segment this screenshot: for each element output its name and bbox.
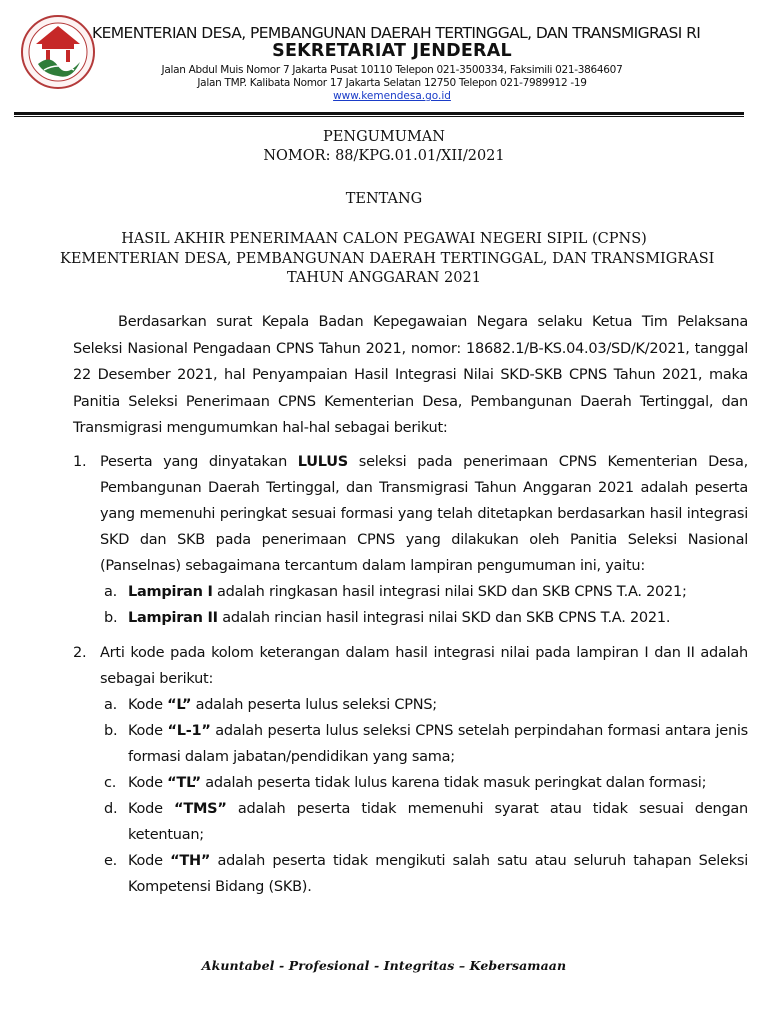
ministry-name: KEMENTERIAN DESA, PEMBANGUNAN DAERAH TERTINGGAL, DAN TRANSMIGRASI RI bbox=[92, 24, 701, 42]
lulus-emphasis: LULUS bbox=[297, 454, 348, 470]
code-prefix: Kode bbox=[128, 801, 175, 817]
address-line-2: Jalan TMP. Kalibata Nomor 17 Jakarta Selatan 12750 Telepon 021-7989912 -19 bbox=[197, 77, 587, 89]
list-number: 2. bbox=[73, 645, 87, 661]
sub-text: adalah peserta tidak mengikuti salah satu atau seluruh tahapan Seleksi Kompetensi Bidang (SKB). bbox=[128, 853, 748, 895]
code-prefix: Kode bbox=[128, 775, 168, 791]
sub-text: adalah rincian hasil integrasi nilai SKD dan SKB CPNS T.A. 2021. bbox=[217, 610, 671, 626]
text-before: Peserta yang dinyatakan bbox=[100, 454, 298, 470]
sub-item bbox=[100, 770, 748, 796]
sub-item bbox=[100, 579, 748, 605]
title-line-2: KEMENTERIAN DESA, PEMBANGUNAN DAERAH TERTINGGAL, DAN TRANSMIGRASI bbox=[60, 250, 715, 267]
sub-text: adalah ringkasan hasil integrasi nilai SKD dan SKB CPNS T.A. 2021; bbox=[212, 584, 687, 600]
sub-text: adalah peserta tidak memenuhi syarat atau tidak sesuai dengan ketentuan; bbox=[128, 801, 748, 843]
sub-item bbox=[100, 718, 748, 770]
code-prefix: Kode bbox=[128, 853, 171, 869]
sub-item bbox=[100, 796, 748, 848]
sub-letter: c. bbox=[104, 775, 117, 791]
sub-text: adalah peserta lulus seleksi CPNS; bbox=[191, 697, 437, 713]
sub-item bbox=[100, 848, 748, 900]
sub-letter: d. bbox=[104, 801, 118, 817]
code-prefix: Kode bbox=[128, 697, 168, 713]
ministry-emblem-icon bbox=[20, 14, 96, 90]
list-item-text bbox=[100, 449, 748, 579]
list-item-2 bbox=[73, 640, 748, 900]
code-prefix: Kode bbox=[128, 723, 168, 739]
about-label: TENTANG bbox=[345, 191, 423, 207]
sub-letter: e. bbox=[104, 853, 118, 869]
title-line-3: TAHUN ANGGARAN 2021 bbox=[287, 270, 481, 286]
website-link[interactable]: www.kemendesa.go.id bbox=[333, 90, 451, 102]
attachment-name: Lampiran I bbox=[128, 584, 213, 600]
code-label: “TMS” bbox=[174, 801, 227, 817]
intro-paragraph: Berdasarkan surat Kepala Badan Kepegawaian Negara selaku Ketua Tim Pelaksana Seleksi Nasional Pengadaan CPNS Tahun 2021, nomor: 18682.1/B-KS.04.03/SD/K/2021, tanggal 22 Desember 2021, hal Penyampaian Hasil Integrasi Nilai SKD-SKB CPNS Tahun 2021, maka Panitia Seleksi Penerimaan CPNS Kementerian Desa, Pembangunan Daerah Tertinggal, dan Transmigrasi mengumumkan hal-hal sebagai berikut: bbox=[73, 314, 748, 437]
code-label: “TL” bbox=[167, 775, 201, 791]
list-item-1 bbox=[73, 449, 748, 631]
letterhead-rule-thin bbox=[14, 116, 744, 117]
list-number: 1. bbox=[73, 454, 87, 470]
code-label: “L-1” bbox=[167, 723, 211, 739]
announcement-number: NOMOR: 88/KPG.01.01/XII/2021 bbox=[263, 148, 505, 164]
sub-text: adalah peserta lulus seleksi CPNS setelah perpindahan formasi antara jenis formasi dalam jabatan/pendidikan yang sama; bbox=[128, 723, 748, 765]
announcement-title bbox=[60, 230, 715, 289]
footer-motto: Akuntabel - Profesional - Integritas – Kebersamaan bbox=[201, 958, 567, 973]
code-label: “L” bbox=[167, 697, 192, 713]
sub-letter: b. bbox=[104, 723, 118, 739]
secretariat-name: SEKRETARIAT JENDERAL bbox=[272, 41, 512, 61]
letterhead-rule-thick bbox=[14, 112, 744, 115]
title-line-1: HASIL AKHIR PENERIMAAN CALON PEGAWAI NEGERI SIPIL (CPNS) bbox=[121, 231, 647, 247]
sub-item bbox=[100, 605, 748, 631]
sub-item bbox=[100, 692, 748, 718]
sub-letter: b. bbox=[104, 610, 118, 626]
sub-text: adalah peserta tidak lulus karena tidak masuk peringkat dalan formasi; bbox=[200, 775, 707, 791]
address-line-1: Jalan Abdul Muis Nomor 7 Jakarta Pusat 10110 Telepon 021-3500334, Faksimili 021-3864607 bbox=[161, 64, 623, 76]
text-after: seleksi pada penerimaan CPNS Kementerian Desa, Pembangunan Daerah Tertinggal, dan Transmigrasi Tahun Anggaran 2021 adalah peserta yang memenuhi peringkat sesuai formasi yang telah ditetapkan berdasarkan hasil integrasi SKD dan SKB pada penerimaan CPNS yang dilakukan oleh Panitia Seleksi Nasional (Panselnas) sebagaimana tercantum dalam lampiran pengumuman ini, yaitu: bbox=[100, 454, 748, 574]
attachment-name: Lampiran II bbox=[128, 610, 218, 626]
list-item-text: Arti kode pada kolom keterangan dalam hasil integrasi nilai pada lampiran I dan II adalah sebagai berikut: bbox=[100, 645, 748, 687]
sub-letter: a. bbox=[104, 697, 117, 713]
code-label: “TH” bbox=[170, 853, 211, 869]
announcement-label: PENGUMUMAN bbox=[323, 129, 445, 145]
sub-letter: a. bbox=[104, 584, 117, 600]
